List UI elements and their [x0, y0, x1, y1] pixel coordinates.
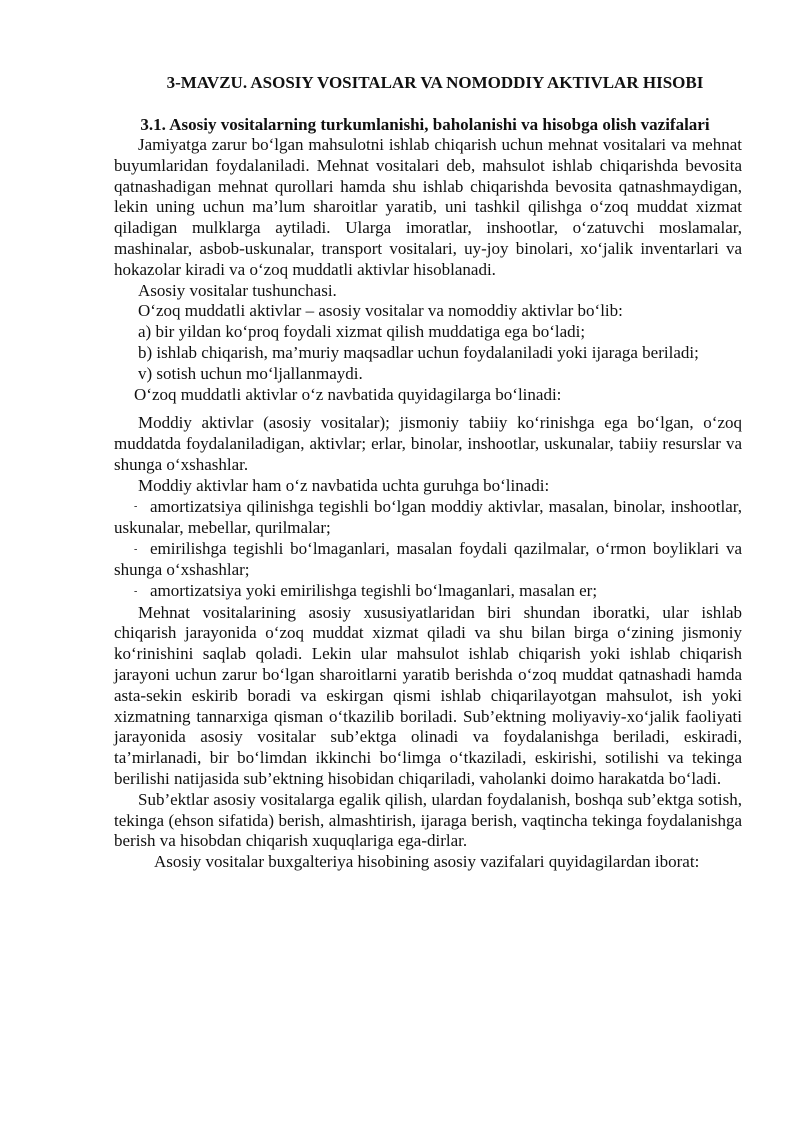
paragraph-intro: Jamiyatga zarur bo‘lgan mahsulotni ishlab chiqarish uchun mehnat vositalari va mehnat buyumlaridan foydalaniladi. Mehnat vositalari deb, mahsulot ishlab chiqarishda bevosita qatnashadigan mehnat qurollari hamda shu ishlab chiqarishda bevosita qatnashmaydigan, lekin uning uchun ma’lum sharoitlar yaratib, uni tashkil qilishga o‘zoq muddat xizmat qiladigan mulklarga aytiladi. Ularga imoratlar, inshootlar, o‘zatuvchi moslamalar, mashinalar, asbob-uskunalar, transport vositalari, uy-joy binolari, xo‘jalik inventarlari va hokazolar kiradi va o‘zoq muddatli aktivlar hisoblanadi.	[114, 135, 742, 279]
bullet-text: emirilishga tegishli bo‘lmaganlari, masalan foydali qazilmalar, o‘rmon boyliklari va shunga o‘xshashlar;	[114, 538, 742, 580]
paragraph-definition: O‘zoq muddatli aktivlar – asosiy vositalar va nomoddiy aktivlar bo‘lib:	[138, 301, 623, 321]
bullet-text: amortizatsiya yoki emirilishga tegishli bo‘lmaganlari, masalan er;	[150, 581, 598, 601]
list-item-a: a) bir yildan ko‘proq foydali xizmat qilish muddatiga ega bo‘ladi;	[138, 322, 586, 342]
paragraph-groups: Moddiy aktivlar ham o‘z navbatida uchta guruhga bo‘linadi:	[138, 475, 550, 495]
bullet-marker: -	[134, 585, 138, 597]
bullet-marker: -	[134, 543, 138, 555]
paragraph-characteristics: Mehnat vositalarining asosiy xususiyatlaridan biri shundan iboratki, ular ishlab chiqarish jarayonida o‘zoq muddat xizmat qiladi va shu bilan birga o‘zining jismoniy ko‘rinishini saqlab qoladi. Lekin ular mahsulot ishlab chiqarish yoki ishlab chiqarish jarayoni uchun zarur bo‘lgan sharoitlarni yaratib berishda o‘zoq muddat qatnashadi hamda asta-sekin eskirib boradi va eskirgan qismi ishlab chiqarilayotgan mahsulot, ish yoki xizmatning tannarxiga qisman o‘tkazilib boriladi. Sub’ektning moliyaviy-xo‘jalik faoliyati jarayonida asosiy vositalar sub’ektga olinadi va foydalanishga beriladi, eskiradi, ta’mirlanadi, bir bo‘limdan ikkinchi bo‘limga o‘tkaziladi, eskirishi, sotilishi va tekinga berilishi natijasida sub’ektning hisobidan chiqariladi, vaholanki doimo harakatda bo‘ladi.	[114, 602, 742, 788]
section-title: 3.1. Asosiy vositalarning turkumlanishi, baholanishi va hisobga olish vazifalari	[140, 115, 710, 134]
paragraph-concept: Asosiy vositalar tushunchasi.	[138, 280, 337, 300]
document-title: 3-MAVZU. ASOSIY VOSITALAR VA NOMODDIY AKTIVLAR HISOBI	[166, 73, 704, 92]
bullet-marker: -	[134, 501, 138, 513]
paragraph-division: O‘zoq muddatli aktivlar o‘z navbatida quyidagilarga bo‘linadi:	[134, 384, 562, 404]
bullet-item-2	[114, 539, 742, 581]
paragraph-tasks: Asosiy vositalar buxgalteriya hisobining asosiy vazifalari quyidagilardan iborat:	[154, 852, 700, 872]
bullet-item-3	[114, 581, 742, 602]
bullet-text: amortizatsiya qilinishga tegishli bo‘lgan moddiy aktivlar, masalan, binolar, inshootlar, uskunalar, mebellar, qurilmalar;	[114, 496, 742, 538]
list-item-v: v) sotish uchun mo‘ljallanmaydi.	[138, 363, 363, 383]
paragraph-rights: Sub’ektlar asosiy vositalarga egalik qilish, ulardan foydalanish, boshqa sub’ektga sotish, tekinga (ehson sifatida) berish, almashtirish, ijaraga berish, vaqtincha tekinga foydalanishga berish va hisobdan chiqarish xuquqlariga ega-dirlar.	[114, 789, 742, 851]
list-item-b: b) ishlab chiqarish, ma’muriy maqsadlar uchun foydalaniladi yoki ijaraga beriladi;	[138, 342, 699, 362]
bullet-item-1	[114, 497, 742, 539]
paragraph-tangible-assets: Moddiy aktivlar (asosiy vositalar); jismoniy tabiiy ko‘rinishga ega bo‘lgan, o‘zoq muddatda foydalaniladigan, aktivlar; erlar, binolar, inshootlar, uskunalar, tabiiy resurslar va shunga o‘xshashlar.	[114, 413, 742, 474]
